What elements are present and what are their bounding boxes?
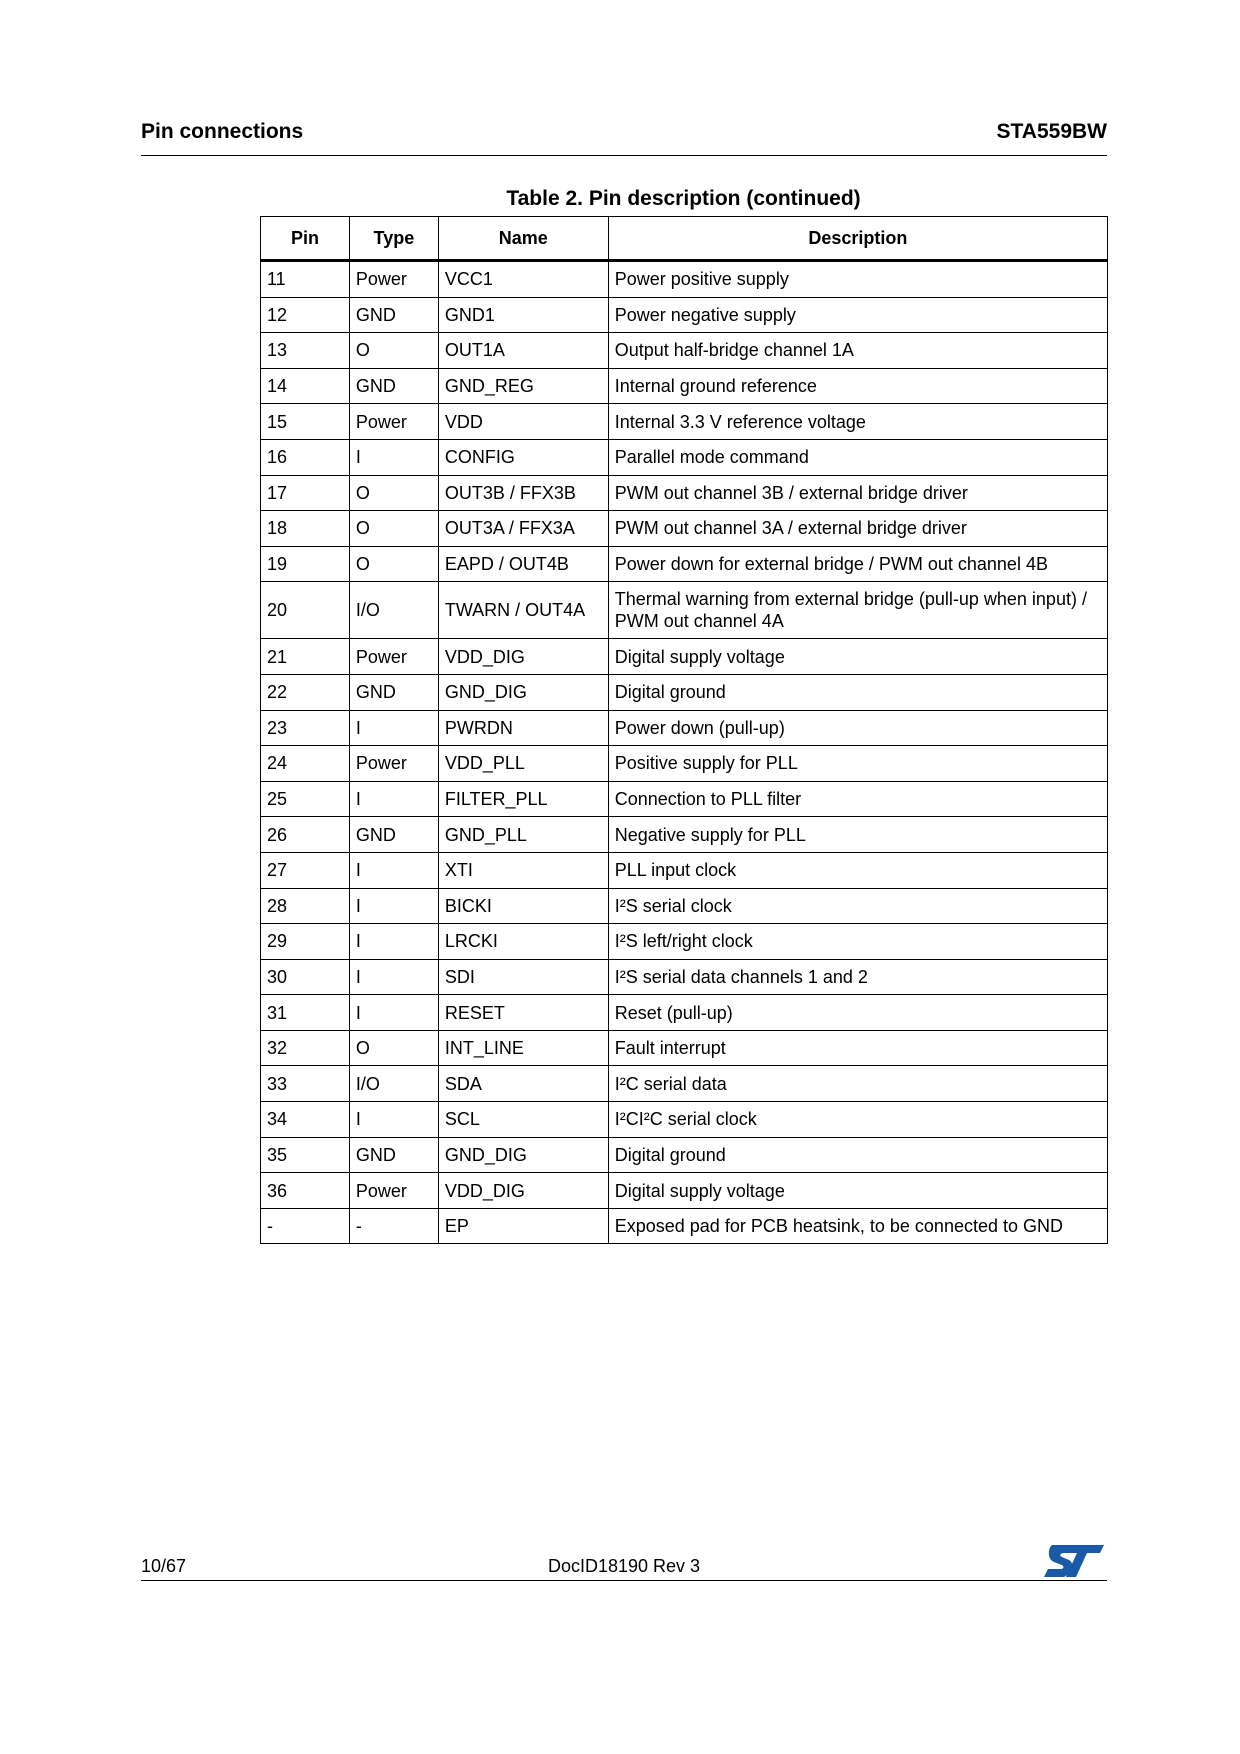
name-cell: RESET [438,995,608,1031]
description-cell: Reset (pull-up) [608,995,1107,1031]
table-row [261,261,1108,298]
name-cell: OUT3B / FFX3B [438,475,608,511]
table-row [261,817,1108,853]
table-row [261,582,1108,639]
st-logo [1042,1544,1106,1583]
table-caption: Table 2. Pin description (continued) [506,187,861,210]
type-cell: I/O [349,1066,438,1102]
name-cell: PWRDN [438,710,608,746]
pin-cell: 13 [261,333,350,369]
description-cell: I²S left/right clock [608,924,1107,960]
part-number: STA559BW [996,120,1107,143]
section-title: Pin connections [141,120,304,143]
table-row [261,333,1108,369]
pin-cell: 23 [261,710,350,746]
table-row [261,1137,1108,1173]
pin-description-table [260,216,1108,1244]
table-row [261,1173,1108,1209]
type-cell: I [349,710,438,746]
description-cell: PWM out channel 3A / external bridge driver [608,511,1107,547]
type-cell: Power [349,1173,438,1209]
description-cell: PWM out channel 3B / external bridge driver [608,475,1107,511]
pin-cell: 24 [261,746,350,782]
type-cell: I [349,852,438,888]
pin-cell: 19 [261,546,350,582]
column-header-type: Type [349,217,438,261]
type-cell: Power [349,639,438,675]
description-cell: PLL input clock [608,852,1107,888]
description-cell: Negative supply for PLL [608,817,1107,853]
table-row [261,475,1108,511]
pin-cell: 21 [261,639,350,675]
table-row [261,1208,1108,1244]
name-cell: SDI [438,959,608,995]
name-cell: GND_DIG [438,674,608,710]
pin-cell: 11 [261,261,350,298]
column-header-pin: Pin [261,217,350,261]
name-cell: OUT1A [438,333,608,369]
table-row [261,1030,1108,1066]
table-row [261,710,1108,746]
table-row [261,439,1108,475]
name-cell: OUT3A / FFX3A [438,511,608,547]
table-row [261,888,1108,924]
description-cell: I²S serial clock [608,888,1107,924]
type-cell: I [349,1102,438,1138]
header-divider [141,155,1107,156]
description-cell: Fault interrupt [608,1030,1107,1066]
pin-cell: 32 [261,1030,350,1066]
type-cell: O [349,333,438,369]
type-cell: GND [349,817,438,853]
table-row [261,674,1108,710]
name-cell: LRCKI [438,924,608,960]
pin-cell: 30 [261,959,350,995]
description-cell: Positive supply for PLL [608,746,1107,782]
pin-cell: 29 [261,924,350,960]
type-cell: Power [349,404,438,440]
type-cell: I [349,959,438,995]
doc-id: DocID18190 Rev 3 [547,1556,701,1576]
name-cell: VDD_DIG [438,639,608,675]
type-cell: I [349,924,438,960]
pin-cell: 22 [261,674,350,710]
pin-cell: 27 [261,852,350,888]
table-row [261,404,1108,440]
description-cell: Output half-bridge channel 1A [608,333,1107,369]
description-cell: Digital supply voltage [608,1173,1107,1209]
table-row [261,959,1108,995]
table-row [261,995,1108,1031]
table-row [261,546,1108,582]
table-row [261,1102,1108,1138]
description-cell: Digital supply voltage [608,639,1107,675]
pin-cell: 12 [261,297,350,333]
table-row [261,639,1108,675]
table-row [261,368,1108,404]
type-cell: O [349,511,438,547]
table-row [261,924,1108,960]
pin-cell: 25 [261,781,350,817]
footer-divider [141,1580,1107,1581]
pin-cell: 34 [261,1102,350,1138]
type-cell: GND [349,1137,438,1173]
type-cell: I [349,439,438,475]
type-cell: O [349,475,438,511]
name-cell: GND1 [438,297,608,333]
pin-cell: 33 [261,1066,350,1102]
table-row [261,511,1108,547]
description-cell: Power down (pull-up) [608,710,1107,746]
type-cell: I/O [349,582,438,639]
type-cell: O [349,1030,438,1066]
name-cell: FILTER_PLL [438,781,608,817]
pin-cell: 20 [261,582,350,639]
name-cell: XTI [438,852,608,888]
description-cell: Digital ground [608,1137,1107,1173]
pin-cell: 28 [261,888,350,924]
table-row [261,297,1108,333]
table-body [261,261,1108,1244]
description-cell: Internal ground reference [608,368,1107,404]
page-number: 10/67 [141,1556,187,1576]
st-logo-mark [1044,1545,1104,1577]
table-row [261,746,1108,782]
pin-cell: 26 [261,817,350,853]
name-cell: INT_LINE [438,1030,608,1066]
table-row [261,852,1108,888]
description-cell: I²CI²C serial clock [608,1102,1107,1138]
name-cell: TWARN / OUT4A [438,582,608,639]
pin-cell: - [261,1208,350,1244]
pin-cell: 36 [261,1173,350,1209]
type-cell: I [349,888,438,924]
type-cell: GND [349,674,438,710]
pin-cell: 18 [261,511,350,547]
column-header-name: Name [438,217,608,261]
description-cell: Power down for external bridge / PWM out channel 4B [608,546,1107,582]
name-cell: GND_REG [438,368,608,404]
description-cell: Power positive supply [608,261,1107,298]
name-cell: VDD [438,404,608,440]
pin-cell: 35 [261,1137,350,1173]
table-row [261,781,1108,817]
name-cell: VCC1 [438,261,608,298]
description-cell: Digital ground [608,674,1107,710]
type-cell: O [349,546,438,582]
table-row [261,1066,1108,1102]
description-cell: Connection to PLL filter [608,781,1107,817]
type-cell: I [349,995,438,1031]
pin-cell: 15 [261,404,350,440]
name-cell: SCL [438,1102,608,1138]
description-cell: I²S serial data channels 1 and 2 [608,959,1107,995]
name-cell: SDA [438,1066,608,1102]
name-cell: BICKI [438,888,608,924]
table-header-row [261,217,1108,261]
pin-cell: 16 [261,439,350,475]
description-cell: Parallel mode command [608,439,1107,475]
name-cell: CONFIG [438,439,608,475]
name-cell: EP [438,1208,608,1244]
name-cell: GND_DIG [438,1137,608,1173]
name-cell: VDD_PLL [438,746,608,782]
column-header-description: Description [608,217,1107,261]
description-cell: I²C serial data [608,1066,1107,1102]
description-cell: Thermal warning from external bridge (pull-up when input) / PWM out channel 4A [608,582,1107,639]
type-cell: - [349,1208,438,1244]
type-cell: I [349,781,438,817]
type-cell: GND [349,297,438,333]
name-cell: VDD_DIG [438,1173,608,1209]
description-cell: Exposed pad for PCB heatsink, to be connected to GND [608,1208,1107,1244]
name-cell: EAPD / OUT4B [438,546,608,582]
description-cell: Power negative supply [608,297,1107,333]
pin-cell: 14 [261,368,350,404]
type-cell: GND [349,368,438,404]
name-cell: GND_PLL [438,817,608,853]
pin-cell: 31 [261,995,350,1031]
type-cell: Power [349,261,438,298]
pin-cell: 17 [261,475,350,511]
description-cell: Internal 3.3 V reference voltage [608,404,1107,440]
type-cell: Power [349,746,438,782]
